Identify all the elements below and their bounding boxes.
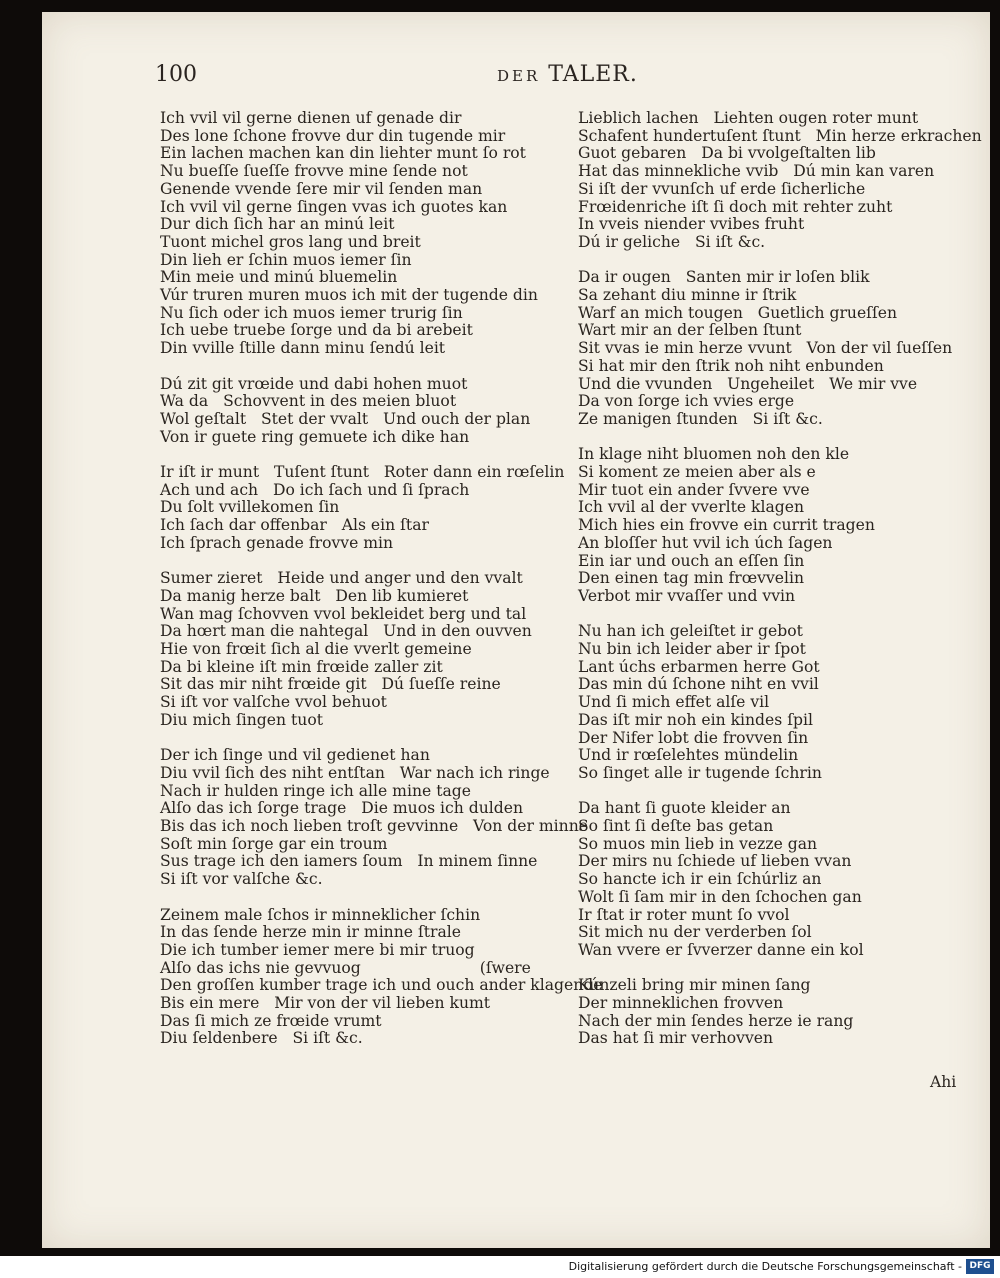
verse-line: Da bi kleine iſt min frœide zaller zit (160, 657, 443, 676)
verse-line: Sus trage ich den iamers ſoum In minem ſinne (160, 852, 538, 871)
verse-line: Wan mag ſchovven vvol bekleidet berg und tal (160, 604, 527, 623)
verse-line: Das iſt mir noh ein kindes ſpil (578, 710, 813, 729)
verse-line: Ich ſach dar offenbar Als ein ſtar (160, 516, 429, 535)
verse-line: Wol geſtalt Stet der vvalt Und ouch der plan (160, 409, 531, 428)
verse-line: Si koment ze meien aber als e (578, 463, 816, 482)
verse-line: Lant úchs erbarmen herre Got (578, 657, 820, 676)
verse-line: Der mirs nu ſchiede uf lieben vvan (578, 852, 852, 871)
verse-line: Genende vvende ſere mir vil ſenden man (160, 179, 483, 198)
verse-line: Nach der min ſendes herze ie rang (578, 1011, 854, 1030)
verse-line: Din lieh er ſchin muos iemer ſin (160, 250, 412, 269)
left-text-column (160, 109, 603, 1066)
verse-line: Lieblich lachen Liehten ougen roter munt (578, 109, 919, 127)
verse-line: Nu ſich oder ich muos iemer trurig ſin (160, 303, 463, 322)
stanza (160, 376, 560, 447)
stanza (160, 110, 560, 358)
verse-line: Guot gebaren Da bi vvolgeſtalten lib (578, 144, 876, 163)
verse-line: Schafent hundertuſent ſtunt Min herze erkrachen (578, 126, 982, 145)
stanza (160, 746, 588, 889)
verse-line: So ſinget alle ir tugende ſchrin (578, 763, 822, 782)
verse-line: Den groſſen kumber trage ich und ouch ander klagende (160, 976, 603, 995)
verse-line: Ein iar und ouch an eſſen ſin (578, 551, 805, 570)
verse-line: Das hat ſi mir verhovven (578, 1029, 774, 1048)
verse-line: Min meie und minú bluemelin (160, 268, 398, 287)
verse-line: Ich vvil vil gerne dienen uf genade dir (160, 109, 462, 127)
verse-line: An bloſſer hut vvil ich úch ſagen (578, 533, 833, 552)
verse-line: Ir ſtat ir roter munt ſo vvol (578, 905, 790, 924)
verse-line: So ſint ſi deſte bas getan (578, 817, 774, 836)
verse-line: Sumer zieret Heide und anger und den vvalt (160, 569, 523, 588)
verse-line: Ein lachen machen kan din liehter munt ſo rot (160, 144, 526, 163)
stanza (160, 570, 560, 729)
verse-line: Wolt ſi ſam mir in den ſchochen gan (578, 887, 862, 906)
footer-bar (0, 1256, 1000, 1278)
verse-line: Ir iſt ir munt Tuſent ſtunt Roter dann ein rœſelin (160, 463, 565, 482)
verse-line: Da von ſorge ich vvies erge (578, 392, 795, 411)
verse-line: Mich hies ein frovve ein currit tragen (578, 516, 875, 535)
verse-line: Diu mich ſingen tuot (160, 710, 323, 729)
verse-line: Dú ir geliche Si iſt &c. (578, 232, 766, 251)
verse-line: Wan vvere er ſvverzer danne ein kol (578, 940, 864, 959)
running-title (497, 62, 638, 87)
verse-line: Vúr truren muren muos ich mit der tugende din (160, 286, 538, 305)
verse-line: So hancte ich ir ein ſchúrliz an (578, 870, 822, 889)
running-title-prefix: DER (497, 67, 541, 85)
verse-line: Bis das ich noch lieben troſt gevvinne Von der minne (160, 817, 588, 836)
verse-line: So muos min lieb in vezze gan (578, 834, 818, 853)
verse-line: Der ich ſinge und vil gedienet han (160, 746, 430, 765)
verse-line: Der Nifer lobt die frovven ſin (578, 728, 809, 747)
verse-line: Si hat mir den ſtrik noh niht enbunden (578, 356, 884, 375)
verse-line: Ich uebe truebe ſorge und da bi arebeit (160, 321, 473, 340)
verse-line: Soſt min ſorge gar ein troum (160, 834, 388, 853)
verse-line: Sit vvas ie min herze vvunt Von der vil ſueſſen (578, 339, 953, 358)
verse-line: Sa zehant diu minne ir ſtrik (578, 286, 797, 305)
verse-line: Nu bin ich leider aber ir ſpot (578, 640, 806, 659)
verse-line: Alſo das ichs nie gevvuog (ſwere (160, 958, 531, 977)
catchword: Ahi (930, 1073, 957, 1091)
verse-line: Sit mich nu der verderben ſol (578, 923, 812, 942)
verse-line: Du ſolt vvillekomen ſin (160, 498, 340, 517)
page-number: 100 (155, 62, 197, 87)
verse-line: Des lone ſchone frovve dur din tugende mir (160, 126, 506, 145)
verse-line: In klage niht bluomen noh den kle (578, 445, 850, 464)
verse-line: Si iſt vor valſche vvol behuot (160, 693, 387, 712)
stanza (578, 109, 982, 252)
right-text-column (578, 109, 982, 1066)
verse-line: Dur dich ſich har an minú leit (160, 215, 395, 234)
verse-line: Wart mir an der ſelben ſtunt (578, 321, 802, 340)
verse-line: Das ſi mich ze frœide vrumt (160, 1011, 382, 1030)
verse-line: Und die vvunden Ungeheilet We mir vve (578, 374, 918, 393)
verse-line: Ich vvil vil gerne ſingen vvas ich guotes kan (160, 197, 508, 216)
verse-line: Bis ein mere Mir von der vil lieben kumt (160, 994, 491, 1013)
stanza (578, 446, 978, 605)
verse-line: Das min dú ſchone niht en vvil (578, 675, 819, 694)
verse-line: Alſo das ich ſorge trage Die muos ich dulden (160, 799, 524, 818)
verse-line: Ach und ach Do ich ſach und ſi ſprach (160, 480, 470, 499)
verse-line: Si iſt der vvunſch uf erde ſicherliche (578, 179, 866, 198)
verse-line: Ze manigen ſtunden Si iſt &c. (578, 409, 823, 428)
verse-line: Die ich tumber iemer mere bi mir truog (160, 940, 475, 959)
verse-line: Da manig herze balt Den lib kumieret (160, 586, 469, 605)
verse-line: Den einen tag min frœvvelin (578, 569, 805, 588)
verse-line: Zeinem male ſchos ir minneklicher ſchin (160, 905, 481, 924)
verse-line: Si iſt vor valſche &c. (160, 870, 323, 889)
verse-line: Verbot mir vvaſſer und vvin (578, 586, 796, 605)
verse-line: Da ir ougen Santen mir ir loſen blik (578, 268, 870, 287)
verse-line: Hat das minnekliche vvib Dú min kan varen (578, 162, 935, 181)
verse-line: Warf an mich tougen Guetlich grueſſen (578, 303, 898, 322)
verse-line: Dú zit git vrœide und dabi hohen muot (160, 374, 468, 393)
verse-line: Diu ſeldenbere Si iſt &c. (160, 1029, 363, 1048)
verse-line: Sit das mir niht frœide git Dú ſueſſe reine (160, 675, 501, 694)
verse-line: Und ir rœſelehtes mündelin (578, 746, 799, 765)
verse-line: Hie von frœit ſich al die vverlt gemeine (160, 640, 472, 659)
verse-line: Nach ir hulden ringe ich alle mine tage (160, 781, 471, 800)
verse-line: Da hant ſi guote kleider an (578, 799, 791, 818)
stanza (578, 269, 978, 428)
verse-line: Der minneklichen frovven (578, 994, 784, 1013)
verse-line: In vveis niender vvibes fruht (578, 215, 805, 234)
verse-line: Mir tuot ein ander ſvvere vve (578, 480, 810, 499)
running-title-main: TALER. (548, 62, 638, 87)
stanza (160, 463, 565, 553)
stanza (160, 905, 603, 1049)
dfg-logo: DFG (966, 1259, 994, 1274)
verse-line: Von ir guete ring gemuete ich dike han (160, 427, 470, 446)
verse-line: Nu han ich geleiſtet ir gebot (578, 622, 803, 641)
verse-line: Wa da Schovvent in des meien bluot (160, 392, 457, 411)
stanza (578, 977, 978, 1048)
verse-line: Und ſi mich effet alſe vil (578, 693, 770, 712)
verse-line: Da hœrt man die nahtegal Und in den ouvven (160, 622, 532, 641)
stanza (578, 800, 978, 959)
verse-line: Ich ſprach genade frovve min (160, 533, 394, 552)
verse-line: Kúnzeli bring mir minen ſang (578, 976, 811, 995)
verse-line: Diu vvil ſich des niht entſtan War nach ich ringe (160, 763, 550, 782)
footer-credit: Digitalisierung gefördert durch die Deutsche Forschungsgemeinschaft - (568, 1260, 962, 1273)
verse-line: Tuont michel gros lang und breit (160, 232, 421, 251)
verse-line: Frœidenriche iſt ſi doch mit rehter zuht (578, 197, 893, 216)
verse-line: In das ſende herze min ir minne ſtrale (160, 923, 461, 942)
verse-line: Din vville ſtille dann minu ſendú leit (160, 339, 446, 358)
stanza (578, 623, 978, 782)
verse-line: Ich vvil al der vverlte klagen (578, 498, 805, 517)
verse-line: Nu bueſſe ſueſſe frovve mine ſende not (160, 162, 468, 181)
